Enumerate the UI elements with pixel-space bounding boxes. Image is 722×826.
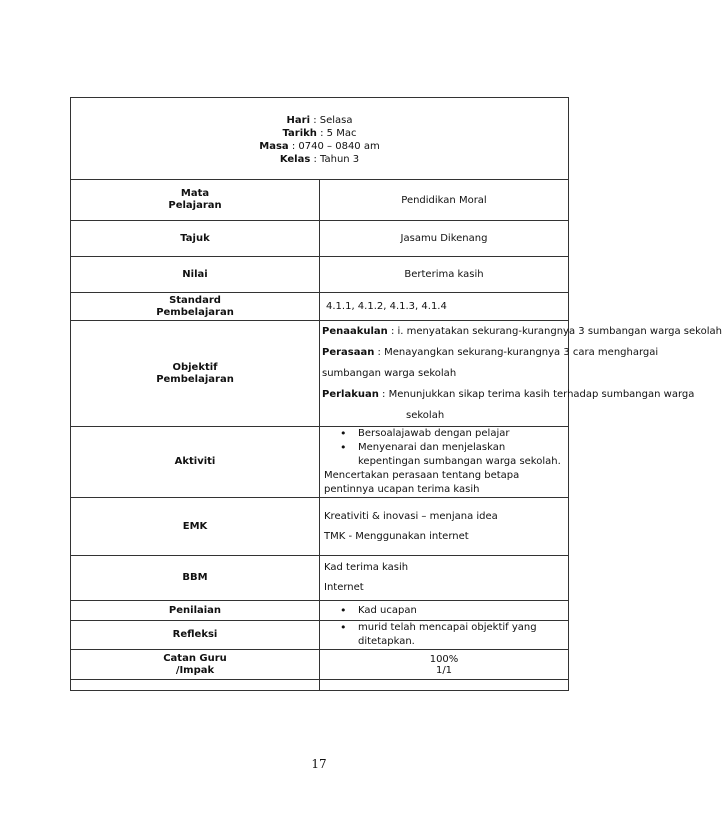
standard-label-line-1: Standard	[169, 294, 221, 306]
bbm-line-2: Internet	[324, 582, 364, 593]
penilaian-row	[71, 601, 569, 621]
perlakuan-line-2: sekolah	[406, 410, 445, 421]
aktiviti-item: • Bersoalajawab dengan pelajar	[320, 427, 568, 441]
perasaan-line	[320, 342, 659, 363]
tajuk-value: Jasamu Dikenang	[320, 221, 569, 257]
hari-line	[71, 114, 568, 127]
tajuk-row	[71, 221, 569, 257]
standard-label	[71, 293, 320, 321]
mata-pelajaran-value: Pendidikan Moral	[320, 180, 569, 221]
refleksi-row	[71, 621, 569, 650]
hari-value: : Selasa	[313, 115, 353, 126]
catan-label-line-2: /Impak	[175, 664, 215, 676]
bbm-label: BBM	[71, 556, 320, 601]
nilai-value: Berterima kasih	[320, 257, 569, 293]
emk-line-1: Kreativiti & inovasi – menjana idea	[324, 510, 498, 522]
hari-label: Hari	[286, 115, 310, 126]
mata-pelajaran-label	[71, 180, 320, 221]
nilai-label: Nilai	[71, 257, 320, 293]
catan-label-line-1: Catan Guru	[163, 652, 227, 664]
catan-value-line-2: 1/1	[435, 664, 453, 676]
kelas-value: : Tahun 3	[313, 154, 360, 165]
objektif-row	[71, 321, 569, 427]
refleksi-label: Refleksi	[71, 621, 320, 650]
catan-row	[71, 650, 569, 680]
header-row	[71, 98, 569, 180]
aktiviti-row	[71, 427, 569, 498]
penilaian-label: Penilaian	[71, 601, 320, 621]
bbm-content	[320, 556, 569, 601]
page-number: 17	[311, 757, 327, 771]
kelas-line	[71, 153, 568, 166]
catan-label	[71, 650, 320, 680]
aktiviti-item: • Menyenarai dan menjelaskan kepentingan sumbangan warga sekolah.	[320, 441, 568, 469]
emk-row	[71, 498, 569, 556]
aktiviti-content	[320, 427, 569, 498]
standard-value: 4.1.1, 4.1.2, 4.1.3, 4.1.4	[320, 293, 569, 321]
objektif-label	[71, 321, 320, 427]
emk-line-2: TMK - Menggunakan internet	[324, 530, 469, 542]
mata-label-line-1: Mata	[180, 188, 210, 199]
catan-value	[320, 650, 569, 680]
perasaan-line-2: sumbangan warga sekolah	[322, 368, 457, 379]
penaakulan-line	[320, 321, 722, 342]
perasaan-text: : Menayangkan sekurang-kurangnya 3 cara menghargai	[374, 347, 659, 358]
empty-row	[71, 680, 569, 691]
mata-pelajaran-row	[71, 180, 569, 221]
perlakuan-label: Perlakuan	[322, 389, 379, 400]
penaakulan-text: : i. menyatakan sekurang-kurangnya 3 sumbangan warga sekolah	[390, 326, 722, 337]
masa-line	[71, 140, 568, 153]
kelas-label: Kelas	[279, 154, 311, 165]
penilaian-list	[320, 604, 568, 618]
empty-cell-label	[71, 680, 320, 691]
tarikh-value: : 5 Mac	[320, 128, 357, 139]
perasaan-label: Perasaan	[322, 347, 375, 358]
masa-label: Masa	[259, 141, 289, 152]
tarikh-label: Tarikh	[282, 128, 317, 139]
objektif-content	[320, 321, 722, 427]
masa-value: : 0740 – 0840 am	[291, 141, 380, 152]
refleksi-list	[320, 621, 568, 649]
emk-content	[320, 498, 569, 556]
tarikh-line	[71, 127, 568, 140]
penaakulan-label: Penaakulan	[322, 326, 388, 337]
emk-label: EMK	[71, 498, 320, 556]
standard-row	[71, 293, 569, 321]
lesson-plan-sheet	[70, 97, 722, 691]
perlakuan-line	[320, 384, 695, 405]
refleksi-item: • murid telah mencapai objektif yang ditetapkan.	[320, 621, 568, 649]
empty-cell-value	[320, 680, 569, 691]
perlakuan-text: : Menunjukkan sikap terima kasih terhadap sumbangan warga	[378, 389, 695, 400]
penilaian-item: • Kad ucapan	[320, 604, 568, 618]
nilai-row	[71, 257, 569, 293]
lesson-plan-table	[70, 97, 722, 691]
aktiviti-extra: Mencertakan perasaan tentang betapa pentinnya ucapan terima kasih	[324, 470, 520, 495]
penilaian-content	[320, 601, 569, 621]
tajuk-label: Tajuk	[71, 221, 320, 257]
standard-label-line-2: Pembelajaran	[156, 306, 234, 318]
objektif-label-line-2: Pembelajaran	[156, 373, 234, 385]
refleksi-content	[320, 621, 569, 650]
bbm-line-1: Kad terima kasih	[324, 562, 409, 573]
catan-value-line-1: 100%	[429, 653, 459, 665]
aktiviti-list	[320, 427, 568, 469]
aktiviti-label: Aktiviti	[71, 427, 320, 498]
mata-label-line-2: Pelajaran	[168, 200, 222, 211]
header-cell	[71, 98, 569, 180]
bbm-row	[71, 556, 569, 601]
objektif-label-line-1: Objektif	[172, 361, 218, 373]
